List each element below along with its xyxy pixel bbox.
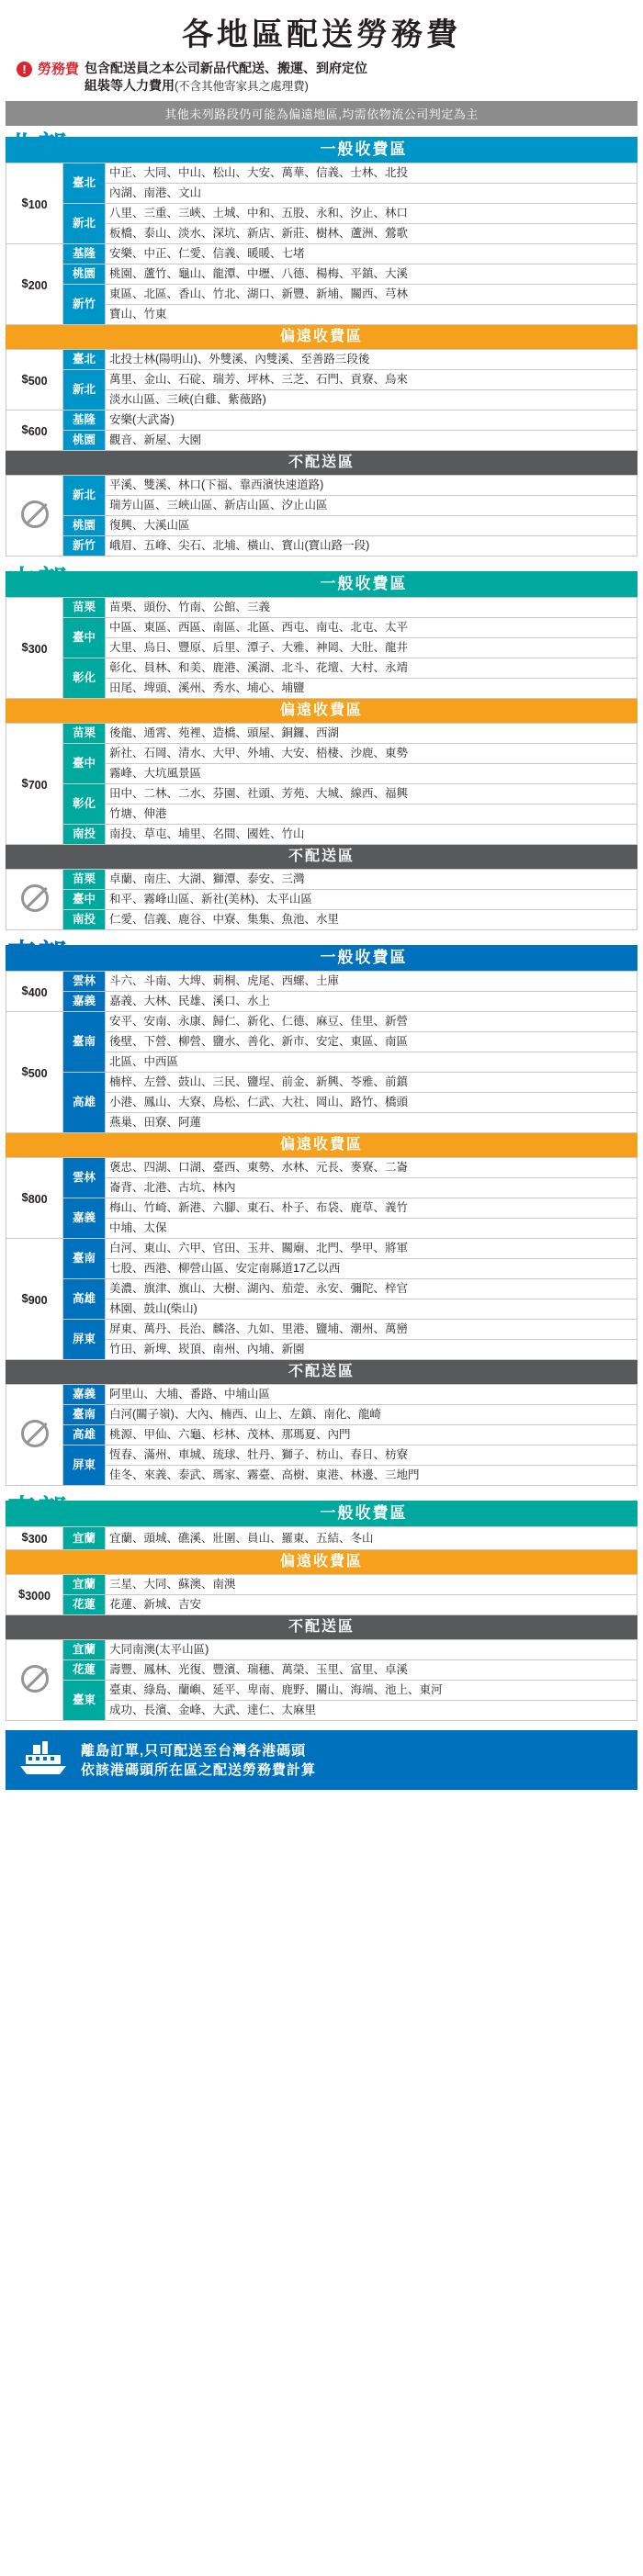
table-row <box>6 1198 637 1219</box>
city-cell: 嘉義 <box>63 1198 106 1239</box>
no-delivery-bar: 不配送區 <box>6 451 637 475</box>
city-cell: 臺北 <box>63 163 106 204</box>
no-delivery-bar: 不配送區 <box>6 1360 637 1384</box>
district-list-cell: 斗六、斗南、大埤、莿桐、虎尾、西螺、土庫 <box>106 972 637 992</box>
district-list-cell: 後龍、通霄、苑裡、造橋、頭屋、銅鑼、西湖 <box>106 724 637 744</box>
fee-table-normal <box>6 163 637 325</box>
normal-fee-bar: 一般收費區 <box>6 1501 637 1526</box>
table-row <box>6 1012 637 1032</box>
city-cell: 高雄 <box>63 1425 106 1445</box>
table-row <box>6 618 637 638</box>
city-cell: 臺中 <box>63 744 106 784</box>
city-cell: 苗栗 <box>63 598 106 618</box>
table-row <box>6 870 637 890</box>
city-cell: 臺南 <box>63 1239 106 1279</box>
page-title: 各地區配送勞務費 <box>182 17 461 52</box>
currency-symbol: $ <box>21 1189 28 1204</box>
city-cell: 南投 <box>63 910 106 930</box>
currency-symbol: $ <box>21 276 28 290</box>
region-section <box>6 939 637 1486</box>
currency-symbol: $ <box>21 422 28 436</box>
district-list-cell: 成功、長濱、金峰、大武、達仁、太麻里 <box>106 1701 637 1721</box>
district-list-cell: 梅山、竹崎、新港、六腳、東石、朴子、布袋、鹿草、義竹 <box>106 1198 637 1219</box>
region-section <box>6 1495 637 1721</box>
city-cell: 花蓮 <box>63 1595 106 1615</box>
district-list-cell: 宜蘭、頭城、礁溪、壯圍、員山、羅東、五結、冬山 <box>106 1527 637 1550</box>
currency-symbol: $ <box>21 983 28 997</box>
city-cell: 桃園 <box>63 264 106 285</box>
table-row <box>6 350 637 370</box>
city-cell: 臺中 <box>63 890 106 910</box>
table-row <box>6 910 637 930</box>
district-list-cell: 安樂、中正、仁愛、信義、暖暖、七堵 <box>106 244 637 264</box>
table-row <box>6 784 637 804</box>
region-title: 東部 <box>7 1494 68 1526</box>
table-row <box>6 724 637 744</box>
city-cell: 臺中 <box>63 618 106 658</box>
regions-container <box>0 131 643 1721</box>
currency-symbol: $ <box>21 1530 28 1544</box>
region-section <box>6 566 637 930</box>
district-list-cell: 三星、大同、蘇澳、南澳 <box>106 1575 637 1595</box>
city-cell: 苗栗 <box>63 870 106 890</box>
region-header <box>6 566 637 597</box>
city-cell: 嘉義 <box>63 1385 106 1405</box>
table-row <box>6 1279 637 1299</box>
table-row <box>6 476 637 496</box>
city-cell: 新北 <box>63 204 106 244</box>
no-delivery-bar: 不配送區 <box>6 845 637 869</box>
table-row <box>6 972 637 992</box>
price-cell: $3000 <box>6 1575 63 1615</box>
table-row <box>6 163 637 184</box>
table-row <box>6 658 637 679</box>
city-cell: 宜蘭 <box>63 1575 106 1595</box>
city-cell: 臺南 <box>63 1405 106 1425</box>
city-cell: 屏東 <box>63 1445 106 1486</box>
district-list-cell: 東區、北區、香山、竹北、湖口、新豐、新埔、關西、芎林 <box>106 285 637 305</box>
district-list-cell: 屏東、萬丹、長治、麟洛、九如、里港、鹽埔、潮州、萬巒 <box>106 1320 637 1340</box>
district-list-cell: 淡水山區、三峽(白雞、紫薇路) <box>106 390 637 411</box>
city-cell: 臺東 <box>63 1681 106 1721</box>
currency-symbol: $ <box>21 1063 28 1078</box>
table-row <box>6 744 637 764</box>
district-list-cell: 觀音、新屋、大園 <box>106 431 637 451</box>
price-cell: $800 <box>6 1158 63 1239</box>
city-cell: 新北 <box>63 370 106 411</box>
currency-symbol: $ <box>21 371 28 386</box>
table-row <box>6 1595 637 1615</box>
district-list-cell: 北區、中西區 <box>106 1052 637 1073</box>
table-row <box>6 204 637 224</box>
district-list-cell: 霧峰、大坑風景區 <box>106 764 637 784</box>
table-row <box>6 1158 637 1178</box>
price-cell: $500 <box>6 1012 63 1133</box>
district-list-cell: 彰化、員林、和美、鹿港、溪湖、北斗、花壇、大村、永靖 <box>106 658 637 679</box>
district-list-cell: 萬里、金山、石碇、瑞芳、坪林、三芝、石門、貢寮、烏來 <box>106 370 637 390</box>
no-delivery-table <box>6 475 637 557</box>
price-cell: $700 <box>6 724 63 845</box>
currency-symbol: $ <box>21 195 28 209</box>
region-header <box>6 939 637 971</box>
district-list-cell: 竹田、新埤、崁頂、南州、內埔、新園 <box>106 1340 637 1360</box>
district-list-cell: 白河(關子嶺)、大內、楠西、山上、左鎮、南化、龍崎 <box>106 1405 637 1425</box>
labor-fee-line2: 組裝等人力費用 <box>85 78 175 93</box>
island-order-footer <box>6 1730 637 1790</box>
district-list-cell: 七股、西港、柳營山區、安定南縣道17乙以西 <box>106 1259 637 1279</box>
table-row <box>6 1239 637 1259</box>
table-row <box>6 1385 637 1405</box>
region-header <box>6 131 637 163</box>
table-row <box>6 890 637 910</box>
city-cell: 彰化 <box>63 658 106 699</box>
no-entry-icon <box>6 1385 63 1486</box>
table-row <box>6 431 637 451</box>
district-list-cell: 安樂(大武崙) <box>106 411 637 431</box>
district-list-cell: 卓蘭、南庄、大湖、獅潭、泰安、三灣 <box>106 870 637 890</box>
district-list-cell: 崙背、北港、古坑、林內 <box>106 1178 637 1198</box>
district-list-cell: 平溪、雙溪、林口(下福、靠西濱快速道路) <box>106 476 637 496</box>
table-row <box>6 411 637 431</box>
table-row <box>6 370 637 390</box>
no-delivery-table <box>6 869 637 930</box>
notice-banner: 其他未列路段仍可能為偏遠地區,均需依物流公司判定為主 <box>6 101 637 126</box>
district-list-cell: 板橋、泰山、淡水、深坑、新店、新莊、樹林、蘆洲、鶯歌 <box>106 224 637 244</box>
table-row <box>6 244 637 264</box>
district-list-cell: 瑞芳山區、三峽山區、新店山區、汐止山區 <box>106 496 637 516</box>
table-row <box>6 1425 637 1445</box>
city-cell: 苗栗 <box>63 724 106 744</box>
district-list-cell: 寶山、竹東 <box>106 305 637 325</box>
city-cell: 桃園 <box>63 516 106 536</box>
district-list-cell: 小港、鳳山、大寮、鳥松、仁武、大社、岡山、路竹、橋頭 <box>106 1093 637 1113</box>
exclamation-icon: ! <box>17 62 32 77</box>
table-row <box>6 825 637 845</box>
district-list-cell: 花蓮、新城、吉安 <box>106 1595 637 1615</box>
district-list-cell: 仁愛、信義、鹿谷、中寮、集集、魚池、水里 <box>106 910 637 930</box>
price-cell: $600 <box>6 411 63 451</box>
city-cell: 花蓮 <box>63 1660 106 1681</box>
city-cell: 基隆 <box>63 244 106 264</box>
city-cell: 雲林 <box>63 972 106 992</box>
district-list-cell: 恆春、滿州、車城、琉球、牡丹、獅子、枋山、春日、枋寮 <box>106 1445 637 1466</box>
district-list-cell: 竹塘、伸港 <box>106 804 637 825</box>
currency-symbol: $ <box>21 1290 28 1305</box>
city-cell: 新竹 <box>63 285 106 325</box>
city-cell: 嘉義 <box>63 992 106 1012</box>
district-list-cell: 後壁、下營、柳營、鹽水、善化、新市、安定、東區、南區 <box>106 1032 637 1052</box>
city-cell: 桃園 <box>63 431 106 451</box>
table-row <box>6 1640 637 1660</box>
city-cell: 宜蘭 <box>63 1640 106 1660</box>
table-row <box>6 598 637 618</box>
region-title: 中部 <box>7 565 68 597</box>
no-entry-icon <box>6 870 63 930</box>
island-order-text <box>81 1741 316 1780</box>
district-list-cell: 桃園、蘆竹、龜山、龍潭、中壢、八德、楊梅、平鎮、大溪 <box>106 264 637 285</box>
fee-table-remote <box>6 1574 637 1615</box>
district-list-cell: 美濃、旗津、旗山、大樹、湖內、茄萣、永安、彌陀、梓官 <box>106 1279 637 1299</box>
price-cell: $300 <box>6 1527 63 1550</box>
district-list-cell: 田中、二林、二水、芬園、社頭、芳苑、大城、線西、福興 <box>106 784 637 804</box>
district-list-cell: 白河、東山、六甲、官田、玉井、關廟、北門、學甲、將軍 <box>106 1239 637 1259</box>
district-list-cell: 臺東、綠島、蘭嶼、延平、卑南、鹿野、關山、海端、池上、東河 <box>106 1681 637 1701</box>
district-list-cell: 八里、三重、三峽、土城、中和、五股、永和、汐止、林口 <box>106 204 637 224</box>
region-section <box>6 131 637 557</box>
district-list-cell: 大里、烏日、豐原、后里、潭子、大雅、神岡、大肚、龍井 <box>106 638 637 658</box>
district-list-cell: 復興、大溪山區 <box>106 516 637 536</box>
remote-fee-bar: 偏遠收費區 <box>6 325 637 349</box>
price-cell: $500 <box>6 350 63 411</box>
district-list-cell: 南投、草屯、埔里、名間、國姓、竹山 <box>106 825 637 845</box>
table-row <box>6 992 637 1012</box>
remote-fee-bar: 偏遠收費區 <box>6 699 637 723</box>
city-cell: 南投 <box>63 825 106 845</box>
normal-fee-bar: 一般收費區 <box>6 137 637 163</box>
city-cell: 雲林 <box>63 1158 106 1198</box>
region-header <box>6 1495 637 1526</box>
table-row <box>6 1527 637 1550</box>
city-cell: 高雄 <box>63 1073 106 1133</box>
city-cell: 屏東 <box>63 1320 106 1360</box>
city-cell: 新北 <box>63 476 106 516</box>
labor-fee-line2-sub: (不含其他寄家具之處理費) <box>175 80 309 93</box>
price-cell: $300 <box>6 598 63 699</box>
district-list-cell: 燕巢、田寮、阿蓮 <box>106 1113 637 1133</box>
table-row <box>6 1405 637 1425</box>
no-delivery-table <box>6 1384 637 1486</box>
table-row <box>6 1575 637 1595</box>
island-order-line2: 依該港碼頭所在區之配送勞務費計算 <box>81 1761 317 1778</box>
region-title: 南部 <box>7 939 68 971</box>
table-row <box>6 516 637 536</box>
table-row <box>6 264 637 285</box>
district-list-cell: 苗栗、頭份、竹南、公館、三義 <box>106 598 637 618</box>
district-list-cell: 中區、東區、西區、南區、北區、西屯、南屯、北屯、太平 <box>106 618 637 638</box>
normal-fee-bar: 一般收費區 <box>6 945 637 971</box>
district-list-cell: 和平、霧峰山區、新社(美林)、太平山區 <box>106 890 637 910</box>
district-list-cell: 大同南澳(太平山區) <box>106 1640 637 1660</box>
city-cell: 彰化 <box>63 784 106 825</box>
district-list-cell: 新社、石岡、清水、大甲、外埔、大安、梧棲、沙鹿、東勢 <box>106 744 637 764</box>
district-list-cell: 阿里山、大埔、番路、中埔山區 <box>106 1385 637 1405</box>
table-row <box>6 1660 637 1681</box>
currency-symbol: $ <box>21 639 28 654</box>
city-cell: 臺北 <box>63 350 106 370</box>
normal-fee-bar: 一般收費區 <box>6 571 637 597</box>
district-list-cell: 林園、鼓山(柴山) <box>106 1299 637 1320</box>
ship-icon <box>17 1739 70 1781</box>
price-cell: $200 <box>6 244 63 325</box>
fee-table-remote <box>6 723 637 845</box>
district-list-cell: 佳冬、來義、泰武、瑪家、霧臺、高樹、東港、林邊、三地門 <box>106 1466 637 1486</box>
district-list-cell: 田尾、埤頭、溪州、秀水、埔心、埔鹽 <box>106 679 637 699</box>
district-list-cell: 褒忠、四湖、口湖、臺西、東勢、水林、元長、麥寮、二崙 <box>106 1158 637 1178</box>
table-row <box>6 1073 637 1093</box>
region-title: 北部 <box>7 130 68 163</box>
no-entry-icon <box>6 476 63 557</box>
island-order-line1: 離島訂單,只可配送至台灣各港碼頭 <box>81 1742 307 1759</box>
district-list-cell: 壽豐、鳳林、光復、豐濱、瑞穗、萬榮、玉里、富里、卓溪 <box>106 1660 637 1681</box>
district-list-cell: 桃源、甲仙、六龜、杉林、茂林、那瑪夏、內門 <box>106 1425 637 1445</box>
labor-fee-line1: 包含配送員之本公司新品代配送、搬運、到府定位 <box>85 61 368 75</box>
district-list-cell: 安平、安南、永康、歸仁、新化、仁德、麻豆、佳里、新營 <box>106 1012 637 1032</box>
price-cell: $100 <box>6 163 63 244</box>
fee-table-normal <box>6 1526 637 1550</box>
city-cell: 宜蘭 <box>63 1527 106 1550</box>
district-list-cell: 中埔、太保 <box>106 1219 637 1239</box>
fee-table-normal <box>6 597 637 699</box>
table-row <box>6 1681 637 1701</box>
price-cell: $900 <box>6 1239 63 1360</box>
price-cell: $400 <box>6 972 63 1012</box>
fee-table-remote <box>6 1157 637 1360</box>
table-row <box>6 536 637 557</box>
table-row <box>6 1445 637 1466</box>
remote-fee-bar: 偏遠收費區 <box>6 1550 637 1574</box>
city-cell: 臺南 <box>63 1012 106 1073</box>
table-row <box>6 1320 637 1340</box>
no-entry-icon <box>6 1640 63 1721</box>
district-list-cell: 內湖、南港、文山 <box>106 184 637 204</box>
district-list-cell: 嘉義、大林、民雄、溪口、水上 <box>106 992 637 1012</box>
remote-fee-bar: 偏遠收費區 <box>6 1133 637 1157</box>
table-row <box>6 285 637 305</box>
city-cell: 新竹 <box>63 536 106 557</box>
city-cell: 基隆 <box>63 411 106 431</box>
city-cell: 高雄 <box>63 1279 106 1320</box>
no-delivery-bar: 不配送區 <box>6 1615 637 1639</box>
district-list-cell: 峨眉、五峰、尖石、北埔、橫山、寶山(寶山路一段) <box>106 536 637 557</box>
no-delivery-table <box>6 1639 637 1721</box>
currency-symbol: $ <box>17 1586 26 1601</box>
district-list-cell: 中正、大同、中山、松山、大安、萬華、信義、士林、北投 <box>106 163 637 184</box>
district-list-cell: 楠梓、左營、鼓山、三民、鹽埕、前金、新興、苓雅、前鎮 <box>106 1073 637 1093</box>
fee-table-remote <box>6 349 637 451</box>
district-list-cell: 北投士林(陽明山)、外雙溪、內雙溪、至善路三段後 <box>106 350 637 370</box>
labor-fee-description <box>85 60 367 96</box>
currency-symbol: $ <box>21 775 28 790</box>
labor-fee-label: 勞務費 <box>38 62 80 77</box>
labor-fee-note <box>0 60 643 101</box>
fee-table-normal <box>6 971 637 1133</box>
